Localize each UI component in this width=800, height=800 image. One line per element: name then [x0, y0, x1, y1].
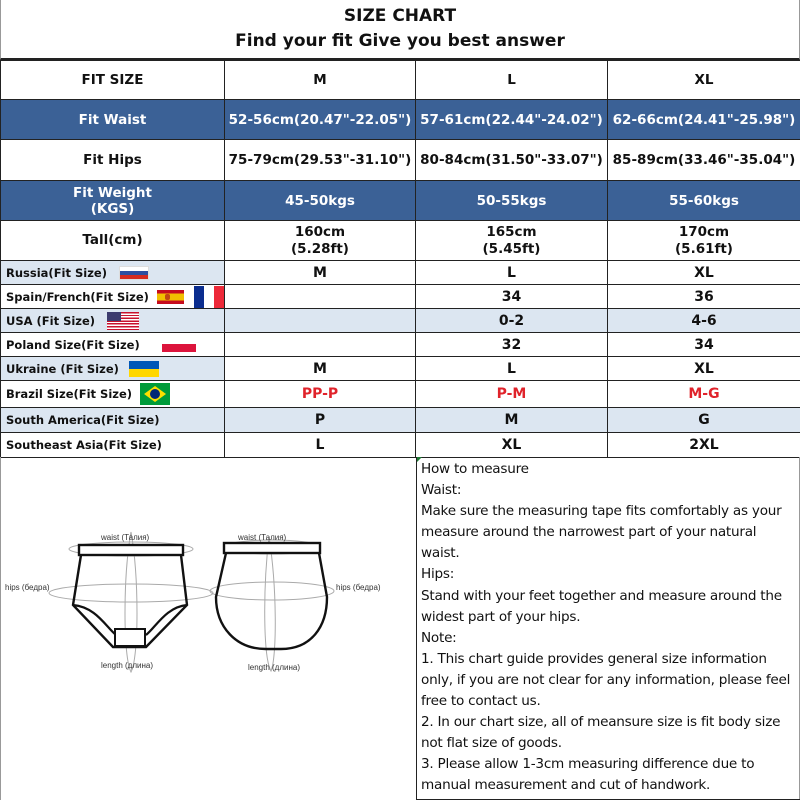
france-flag-icon — [194, 286, 224, 308]
hips-label: Hips: — [421, 566, 455, 583]
cell-comment-marker — [417, 457, 422, 462]
row-label: Fit Waist — [1, 100, 225, 140]
row-label — [1, 181, 225, 221]
cell: 50-55kgs — [416, 181, 608, 221]
cell: 62-66cm(24.41"-25.98") — [608, 100, 800, 140]
country-label: Russia(Fit Size) — [6, 265, 107, 280]
label-line: (KGS) — [90, 200, 135, 217]
note-2: 2. In our chart size, all of meansure size is fit body size not flat size of goods. — [421, 714, 781, 752]
cell — [416, 221, 608, 261]
cell: 80-84cm(31.50"-33.07") — [416, 140, 608, 181]
cell: G — [608, 408, 800, 433]
briefs-length-label: length (длина) — [101, 661, 154, 670]
cell: PP-P — [225, 381, 416, 408]
note-label: Note: — [421, 629, 457, 646]
cell: XL — [416, 433, 608, 458]
cell: L — [416, 261, 608, 285]
country-label: Spain/French(Fit Size) — [6, 289, 149, 304]
cell: P-M — [416, 381, 608, 408]
cell: 75-79cm(29.53"-31.10") — [225, 140, 416, 181]
southeast-asia-row — [1, 433, 800, 458]
fit-weight-row — [1, 181, 800, 221]
cell — [225, 285, 416, 309]
cell: L — [225, 433, 416, 458]
title-block — [0, 0, 800, 60]
how-to-measure-panel — [416, 457, 800, 800]
row-label — [1, 381, 225, 408]
page-subtitle: Find your fit Give you best answer — [235, 31, 565, 51]
page-title: SIZE CHART — [343, 6, 457, 26]
boyshort-waist-label: waist (Талия) — [238, 533, 287, 542]
cell: M — [225, 357, 416, 381]
boyshort-hips-label: hips (бедра) — [336, 583, 381, 592]
fit-hips-row — [1, 140, 800, 181]
ft-value: (5.45ft) — [482, 240, 541, 257]
cell: 55-60kgs — [608, 181, 800, 221]
row-label — [1, 408, 225, 433]
cell: L — [416, 357, 608, 381]
row-label — [1, 333, 225, 357]
row-label — [1, 261, 225, 285]
spain-flag-icon — [157, 290, 184, 304]
ukraine-row — [1, 357, 800, 381]
country-label: USA (Fit Size) — [6, 313, 96, 328]
fit-size-header: FIT SIZE — [1, 61, 225, 100]
boyshort-length-label: length (длина) — [248, 663, 301, 672]
size-m-header: M — [225, 61, 416, 100]
ukraine-flag-icon — [129, 361, 159, 377]
measurement-diagram — [1, 457, 416, 800]
hips-text: Stand with your feet together and measure around the widest part of your hips. — [421, 587, 782, 625]
howto-heading: How to measure — [421, 461, 529, 477]
usa-row — [1, 309, 800, 333]
cell: 34 — [608, 333, 800, 357]
russia-row — [1, 261, 800, 285]
cell — [225, 221, 416, 261]
cell — [608, 221, 800, 261]
briefs-hips-label: hips (бедра) — [5, 583, 50, 592]
cell: 57-61cm(22.44"-24.02") — [416, 100, 608, 140]
poland-flag-icon — [162, 344, 196, 352]
country-label: South America(Fit Size) — [6, 413, 160, 427]
size-table — [0, 60, 800, 458]
cm-value: 165cm — [486, 223, 537, 240]
cell: 52-56cm(20.47"-22.05") — [225, 100, 416, 140]
cm-value: 160cm — [294, 223, 346, 240]
underwear-diagram-icon — [1, 457, 416, 800]
country-label: Brazil Size(Fit Size) — [6, 387, 133, 401]
header-row — [1, 61, 800, 100]
ft-value: (5.61ft) — [675, 240, 733, 257]
note-3: 3. Please allow 1-3cm measuring difference due to manual measurement and cut of handwork. — [421, 756, 755, 794]
cell: 36 — [608, 285, 800, 309]
cell: 32 — [416, 333, 608, 357]
bottom-section — [0, 457, 800, 800]
cell: 45-50kgs — [225, 181, 416, 221]
cell: M — [416, 408, 608, 433]
fit-waist-row — [1, 100, 800, 140]
spain-france-row — [1, 285, 800, 309]
size-xl-header: XL — [608, 61, 800, 100]
country-label: Ukraine (Fit Size) — [6, 361, 119, 376]
row-label: Tall(cm) — [1, 221, 225, 261]
row-label — [1, 309, 225, 333]
waist-text: Make sure the measuring tape fits comfortably as your measure around the narrowest part of your natural waist. — [421, 503, 782, 562]
brazil-row — [1, 381, 800, 408]
cell: XL — [608, 261, 800, 285]
ft-value: (5.28ft) — [291, 240, 349, 257]
cell: 2XL — [608, 433, 800, 458]
russia-flag-icon — [119, 266, 149, 280]
country-label: Southeast Asia(Fit Size) — [6, 438, 162, 452]
row-label — [1, 433, 225, 458]
row-label: Fit Hips — [1, 140, 225, 181]
cell: 85-89cm(33.46"-35.04") — [608, 140, 800, 181]
cell: M-G — [608, 381, 800, 408]
cell: 34 — [416, 285, 608, 309]
usa-flag-icon — [107, 312, 139, 330]
row-label — [1, 285, 225, 309]
note-1: 1. This chart guide provides general size information only, if you are not clear for any information, please feel free to contact us. — [421, 650, 791, 710]
south-america-row — [1, 408, 800, 433]
waist-label: Waist: — [421, 482, 462, 499]
poland-row — [1, 333, 800, 357]
brazil-flag-icon — [140, 383, 170, 405]
row-label — [1, 357, 225, 381]
cell: XL — [608, 357, 800, 381]
country-label: Poland Size(Fit Size) — [6, 337, 140, 352]
cell: 4-6 — [608, 309, 800, 333]
briefs-waist-label: waist (Талия) — [101, 533, 150, 542]
cell: 0-2 — [416, 309, 608, 333]
cell — [225, 309, 416, 333]
cell: M — [225, 261, 416, 285]
cell: P — [225, 408, 416, 433]
size-l-header: L — [416, 61, 608, 100]
cm-value: 170cm — [678, 223, 730, 240]
tall-row — [1, 221, 800, 261]
label-line: Fit Weight — [73, 184, 152, 201]
cell — [225, 333, 416, 357]
